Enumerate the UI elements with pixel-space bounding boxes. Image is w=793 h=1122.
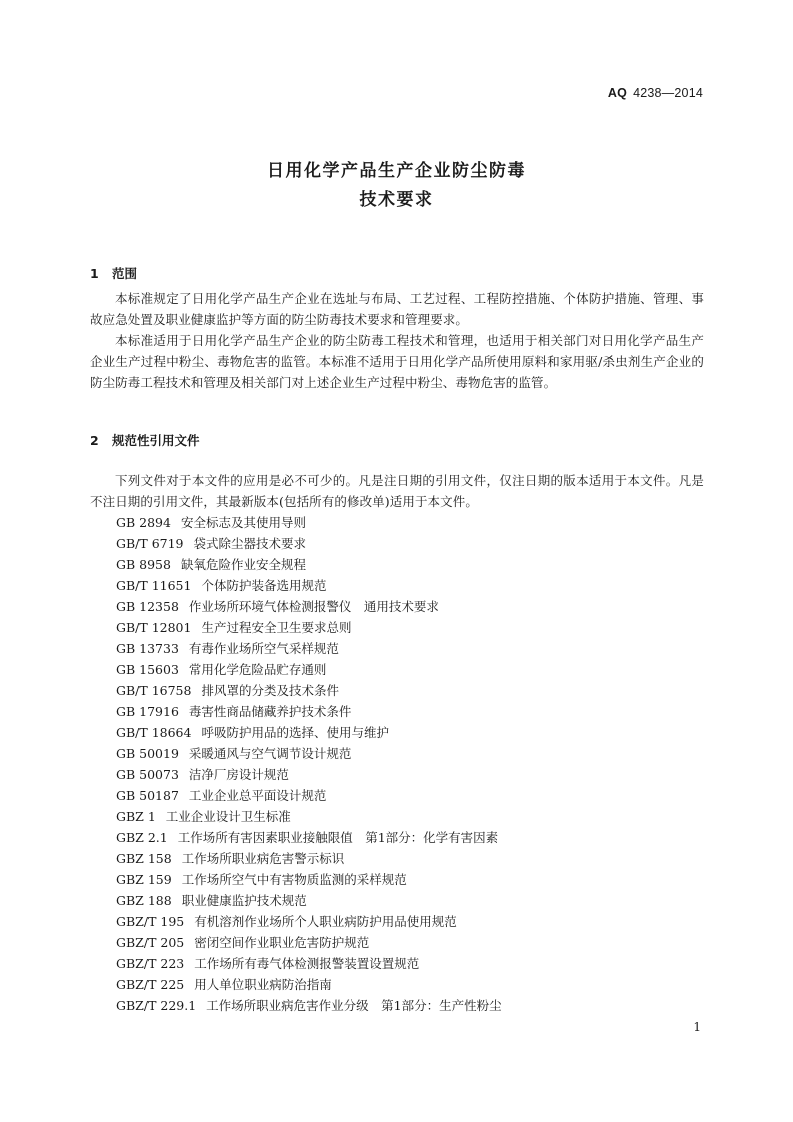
reference-title: 采暖通风与空气调节设计规范 (188, 746, 352, 761)
reference-title: 排风罩的分类及技术条件 (201, 683, 339, 698)
reference-code: GB/T 6719 (116, 536, 184, 551)
reference-title: 常用化学危险品贮存通则 (188, 662, 327, 677)
reference-item (116, 554, 502, 575)
reference-title: 袋式除尘器技术要求 (193, 536, 307, 551)
section-2-title: 规范性引用文件 (112, 433, 200, 448)
reference-title: 缺氧危险作业安全规程 (180, 557, 306, 572)
section-1-paragraph-2: 本标准适用于日用化学产品生产企业的防尘防毒工程技术和管理，也适用于相关部门对日用化学产品生产企业生产过程中粉尘、毒物危害的监管。本标准不适用于日用化学产品所使用原料和家用驱/杀虫剂生产企业的防尘防毒工程技术和管理及相关部门对上述企业生产过程中粉尘、毒物危害的监管。 (90, 333, 704, 390)
reference-code: GBZ/T 229.1 (116, 998, 197, 1013)
reference-code: GBZ/T 195 (116, 914, 185, 929)
reference-title: 用人单位职业病防治指南 (194, 977, 332, 992)
reference-item (116, 596, 502, 617)
reference-title: 密闭空间作业职业危害防护规范 (194, 935, 370, 950)
reference-item (116, 785, 502, 806)
reference-code: GB/T 11651 (116, 578, 192, 593)
reference-code: GB 50019 (116, 746, 179, 761)
reference-code: GBZ 159 (116, 872, 172, 887)
section-1-paragraph-1: 本标准规定了日用化学产品生产企业在选址与布局、工艺过程、工程防控措施、个体防护措施、管理、事故应急处置及职业健康监护等方面的防尘防毒技术要求和管理要求。 (90, 291, 704, 327)
reference-title: 个体防护装备选用规范 (201, 578, 327, 593)
reference-title: 安全标志及其使用导则 (180, 515, 306, 530)
reference-title: 毒害性商品储藏养护技术条件 (188, 704, 352, 719)
reference-item (116, 764, 502, 785)
reference-code: GB 15603 (116, 662, 179, 677)
page-number: 1 (693, 1020, 701, 1034)
standard-prefix: AQ (607, 86, 628, 100)
reference-code: GB/T 18664 (116, 725, 192, 740)
reference-item (116, 974, 502, 995)
reference-item (116, 617, 502, 638)
reference-item (116, 995, 502, 1016)
reference-item (116, 701, 502, 722)
reference-item (116, 512, 502, 533)
reference-code: GBZ 2.1 (116, 830, 168, 845)
section-2-number: 2 (90, 433, 99, 448)
reference-title: 工作场所空气中有害物质监测的采样规范 (181, 872, 407, 887)
reference-item (116, 953, 502, 974)
reference-title: 呼吸防护用品的选择、使用与维护 (201, 725, 389, 740)
reference-item (116, 743, 502, 764)
reference-code: GBZ 1 (116, 809, 156, 824)
reference-title: 工业企业设计卫生标准 (165, 809, 291, 824)
reference-item (116, 722, 502, 743)
reference-item (116, 680, 502, 701)
reference-title: 工业企业总平面设计规范 (188, 788, 327, 803)
reference-title: 工作场所有毒气体检测报警装置设置规范 (194, 956, 420, 971)
reference-code: GB 12358 (116, 599, 179, 614)
reference-title: 生产过程安全卫生要求总则 (201, 620, 352, 635)
section-1-title: 范围 (112, 266, 138, 281)
reference-code: GB/T 16758 (116, 683, 192, 698)
reference-code: GBZ/T 223 (116, 956, 185, 971)
reference-item (116, 869, 502, 890)
reference-code: GB 2894 (116, 515, 171, 530)
reference-item (116, 827, 502, 848)
reference-item (116, 806, 502, 827)
reference-title: 职业健康监护技术规范 (181, 893, 307, 908)
reference-title: 作业场所环境气体检测报警仪 通用技术要求 (188, 599, 439, 614)
reference-item (116, 659, 502, 680)
reference-title: 工作场所职业病危害警示标识 (181, 851, 345, 866)
reference-title: 有毒作业场所空气采样规范 (188, 641, 339, 656)
section-2-intro: 下列文件对于本文件的应用是必不可少的。凡是注日期的引用文件，仅注日期的版本适用于本文件。凡是不注日期的引用文件，其最新版本(包括所有的修改单)适用于本文件。 (90, 473, 704, 509)
reference-code: GB 13733 (116, 641, 179, 656)
reference-code: GB 50073 (116, 767, 179, 782)
reference-item (116, 890, 502, 911)
section-2-heading (90, 431, 200, 449)
reference-item (116, 533, 502, 554)
reference-code: GBZ/T 205 (116, 935, 185, 950)
reference-code: GB 50187 (116, 788, 179, 803)
reference-item (116, 575, 502, 596)
document-title-line1: 日用化学产品生产企业防尘防毒 (267, 161, 526, 181)
reference-code: GB/T 12801 (116, 620, 192, 635)
reference-title: 有机溶剂作业场所个人职业病防护用品使用规范 (194, 914, 457, 929)
reference-item (116, 638, 502, 659)
reference-item (116, 848, 502, 869)
reference-title: 工作场所有害因素职业接触限值 第1部分：化学有害因素 (177, 830, 499, 845)
reference-code: GBZ 188 (116, 893, 172, 908)
section-1-number: 1 (90, 266, 99, 281)
reference-item (116, 932, 502, 953)
document-title-line2: 技术要求 (359, 190, 434, 210)
reference-list (116, 512, 502, 1016)
reference-code: GB 17916 (116, 704, 179, 719)
standard-number (608, 86, 703, 100)
reference-code: GBZ/T 225 (116, 977, 185, 992)
reference-code: GBZ 158 (116, 851, 172, 866)
section-1-heading (90, 264, 137, 282)
standard-code: 4238—2014 (633, 86, 703, 100)
reference-title: 洁净厂房设计规范 (188, 767, 289, 782)
reference-item (116, 911, 502, 932)
reference-title: 工作场所职业病危害作业分级 第1部分：生产性粉尘 (206, 998, 502, 1013)
reference-code: GB 8958 (116, 557, 171, 572)
